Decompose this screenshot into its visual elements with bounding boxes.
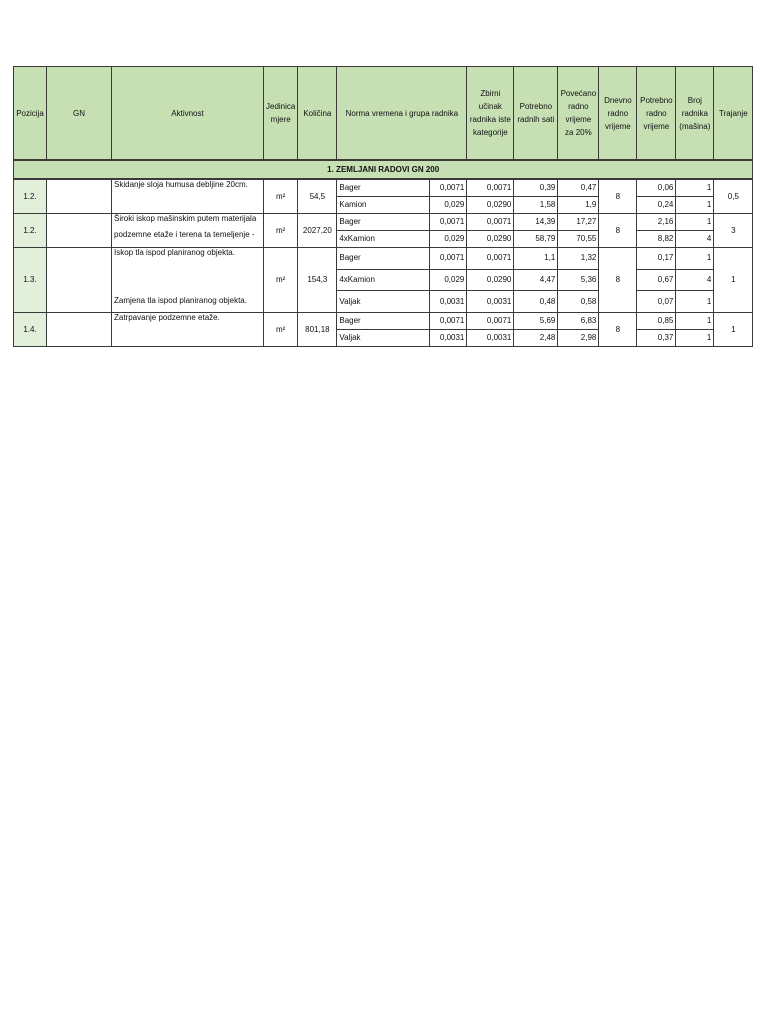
gn-cell — [47, 248, 112, 313]
aktivnost-cell — [112, 313, 264, 347]
aktivnost-line — [114, 264, 261, 280]
jedinica-cell: m² — [264, 179, 298, 214]
pozicija-cell: 1.2. — [14, 179, 47, 214]
zbirni-cell: 0,0071 — [467, 313, 514, 330]
broj-cell: 1 — [676, 214, 714, 231]
trajanje-cell: 1 — [714, 248, 753, 313]
vrijeme-cell: 0,67 — [637, 269, 676, 291]
broj-cell: 4 — [676, 231, 714, 248]
grupa-cell: 4xKamion — [337, 231, 430, 248]
vrijeme-cell: 8,82 — [637, 231, 676, 248]
table-row — [14, 179, 753, 197]
zbirni-cell: 0,0290 — [467, 231, 514, 248]
pozicija-cell: 1.2. — [14, 214, 47, 248]
trajanje-cell: 3 — [714, 214, 753, 248]
vrijeme-cell: 2,16 — [637, 214, 676, 231]
header-kolicina: Količina — [298, 67, 337, 161]
broj-cell: 1 — [676, 197, 714, 214]
povecano-cell: 2,98 — [558, 330, 599, 347]
sati-cell: 0,48 — [514, 291, 558, 313]
zbirni-cell: 0,0290 — [467, 269, 514, 291]
header-potrebno-sati: Potrebno radnih sati — [514, 67, 558, 161]
jedinica-cell: m² — [264, 214, 298, 248]
header-jedinica: Jedinica mjere — [264, 67, 298, 161]
povecano-cell: 70,55 — [558, 231, 599, 248]
aktivnost-line: Skidanje sloja humusa debljine 20cm. — [114, 180, 248, 189]
header-gn: GN — [47, 67, 112, 161]
grupa-cell: Kamion — [337, 197, 430, 214]
sati-cell: 0,39 — [514, 179, 558, 197]
vrijeme-cell: 0,07 — [637, 291, 676, 313]
header-norma: Norma vremena i grupa radnika — [337, 67, 467, 161]
sati-cell: 14,39 — [514, 214, 558, 231]
aktivnost-line: podzemne etaže i terena ta temeljenje - — [114, 230, 255, 239]
norma-cell: 0,029 — [430, 231, 467, 248]
povecano-cell: 17,27 — [558, 214, 599, 231]
norma-cell: 0,0031 — [430, 291, 467, 313]
povecano-cell: 5,36 — [558, 269, 599, 291]
broj-cell: 1 — [676, 313, 714, 330]
vrijeme-cell: 0,17 — [637, 248, 676, 270]
kolicina-cell: 801,18 — [298, 313, 337, 347]
pozicija-cell: 1.4. — [14, 313, 47, 347]
table-row — [14, 248, 753, 270]
header-trajanje: Trajanje — [714, 67, 753, 161]
header-pozicija: Pozicija — [14, 67, 47, 161]
povecano-cell: 6,83 — [558, 313, 599, 330]
grupa-cell: Valjak — [337, 291, 430, 313]
dnevno-cell: 8 — [599, 179, 637, 214]
grupa-cell: Bager — [337, 179, 430, 197]
broj-cell: 1 — [676, 330, 714, 347]
sati-cell: 2,48 — [514, 330, 558, 347]
norma-cell: 0,029 — [430, 269, 467, 291]
zbirni-cell: 0,0031 — [467, 330, 514, 347]
jedinica-cell: m² — [264, 313, 298, 347]
broj-cell: 1 — [676, 179, 714, 197]
dnevno-cell: 8 — [599, 248, 637, 313]
norma-cell: 0,0071 — [430, 179, 467, 197]
vrijeme-cell: 0,85 — [637, 313, 676, 330]
povecano-cell: 1,9 — [558, 197, 599, 214]
trajanje-cell: 0,5 — [714, 179, 753, 214]
table-row — [14, 313, 753, 330]
norma-cell: 0,0071 — [430, 313, 467, 330]
aktivnost-cell — [112, 179, 264, 214]
kolicina-cell: 54,5 — [298, 179, 337, 214]
section-title: 1. ZEMLJANI RADOVI GN 200 — [14, 160, 753, 179]
grupa-cell: 4xKamion — [337, 269, 430, 291]
sati-cell: 58,79 — [514, 231, 558, 248]
gn-cell — [47, 214, 112, 248]
header-zbirni: Zbirni učinak radnika iste kategorije — [467, 67, 514, 161]
aktivnost-cell — [112, 248, 264, 313]
broj-cell: 4 — [676, 269, 714, 291]
zbirni-cell: 0,0071 — [467, 179, 514, 197]
grupa-cell: Bager — [337, 248, 430, 270]
grupa-cell: Bager — [337, 313, 430, 330]
aktivnost-line: Zamjena tla ispod planiranog objekta. — [114, 296, 247, 305]
header-povecano: Povećano radno vrijeme za 20% — [558, 67, 599, 161]
aktivnost-line: Iskop tla ispod planiranog objekta. — [114, 248, 235, 257]
vrijeme-cell: 0,37 — [637, 330, 676, 347]
norma-cell: 0,0031 — [430, 330, 467, 347]
table-row — [14, 214, 753, 231]
zbirni-cell: 0,0290 — [467, 197, 514, 214]
pozicija-cell: 1.3. — [14, 248, 47, 313]
gn-cell — [47, 313, 112, 347]
vrijeme-cell: 0,24 — [637, 197, 676, 214]
jedinica-cell: m² — [264, 248, 298, 313]
povecano-cell: 0,58 — [558, 291, 599, 313]
header-broj: Broj radnika (mašina) — [676, 67, 714, 161]
gn-cell — [47, 179, 112, 214]
grupa-cell: Valjak — [337, 330, 430, 347]
kolicina-cell: 154,3 — [298, 248, 337, 313]
header-aktivnost: Aktivnost — [112, 67, 264, 161]
norma-cell: 0,0071 — [430, 214, 467, 231]
vrijeme-cell: 0,06 — [637, 179, 676, 197]
header-potrebno-vrijeme: Potrebno radno vrijeme — [637, 67, 676, 161]
zbirni-cell: 0,0031 — [467, 291, 514, 313]
broj-cell: 1 — [676, 291, 714, 313]
aktivnost-line — [114, 280, 261, 296]
aktivnost-line: Zatrpavanje podzemne etaže. — [114, 313, 220, 322]
grupa-cell: Bager — [337, 214, 430, 231]
aktivnost-cell — [112, 214, 264, 248]
section-row — [14, 160, 753, 179]
povecano-cell: 0,47 — [558, 179, 599, 197]
header-dnevno: Dnevno radno vrijeme — [599, 67, 637, 161]
sati-cell: 4,47 — [514, 269, 558, 291]
zbirni-cell: 0,0071 — [467, 214, 514, 231]
broj-cell: 1 — [676, 248, 714, 270]
dnevno-cell: 8 — [599, 214, 637, 248]
trajanje-cell: 1 — [714, 313, 753, 347]
kolicina-cell: 2027,20 — [298, 214, 337, 248]
dnevno-cell: 8 — [599, 313, 637, 347]
sati-cell: 5,69 — [514, 313, 558, 330]
norma-cell: 0,029 — [430, 197, 467, 214]
aktivnost-line: Široki iskop mašinskim putem materijala — [114, 214, 257, 223]
povecano-cell: 1,32 — [558, 248, 599, 270]
header-row — [14, 67, 753, 161]
sati-cell: 1,58 — [514, 197, 558, 214]
norma-cell: 0,0071 — [430, 248, 467, 270]
sati-cell: 1,1 — [514, 248, 558, 270]
work-schedule-table — [13, 66, 753, 347]
zbirni-cell: 0,0071 — [467, 248, 514, 270]
